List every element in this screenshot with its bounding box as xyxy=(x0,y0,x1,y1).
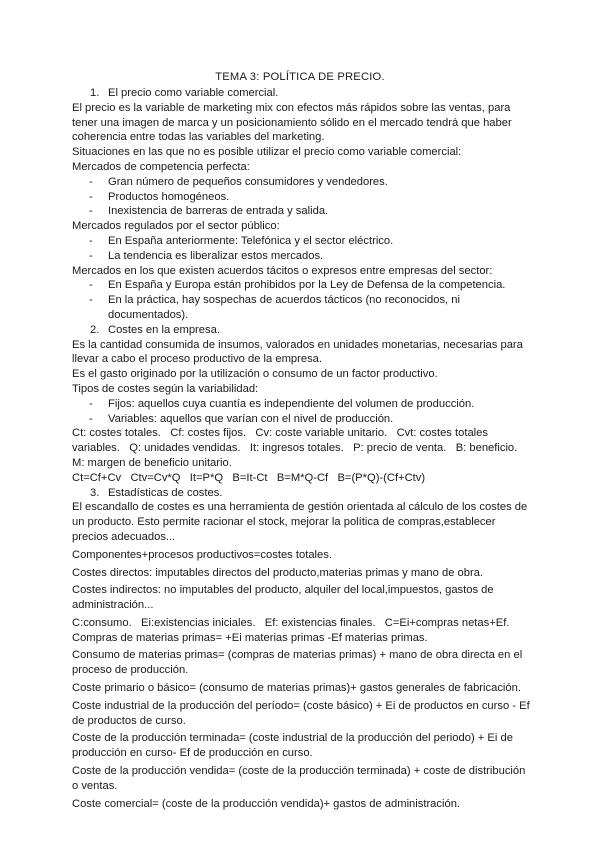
group-1-label: Mercados de competencia perfecta: xyxy=(72,160,250,173)
section-1-number: 1. xyxy=(90,87,100,99)
list-item: - En España y Europa están prohibidos por la Ley de Defensa de la competencia. xyxy=(89,279,506,292)
paragraph: Coste de la producción terminada= (coste industrial de la producción del periodo) + Ei de producción en curso- Ef de producción en curso. xyxy=(72,732,513,760)
group-3-label: Mercados en los que existen acuerdos tácitos o expresos entre empresas del sector: xyxy=(72,264,493,277)
list-item: - Inexistencia de barreras de entrada y salida. xyxy=(89,205,329,218)
section-1-intro: El precio es la variable de marketing mix con efectos más rápidos sobre las ventas, para tener una imagen de marca y un posicionamiento sólido en el mercado tendrá que haber coherencia entre todas las variables del marketing. xyxy=(72,101,512,144)
list-item: - Gran número de pequeños consumidores y vendedores. xyxy=(89,175,388,188)
dash-bullet-icon: - xyxy=(89,190,93,203)
paragraph: Componentes+procesos productivos=costes totales. xyxy=(72,548,332,561)
situaciones-label: Situaciones en las que no es posible utilizar el precio como variable comercial: xyxy=(72,146,462,159)
dash-bullet-icon: - xyxy=(89,249,93,262)
costes-legend: Ct: costes totales. Cf: costes fijos. Cv: coste variable unitario. Cvt: costes totales variables. Q: unidades vendidas. It: ingresos totales. P: precio de venta. B: beneficio. M: margen de beneficio unitario. xyxy=(72,427,527,469)
section-2-title: Costes en la empresa. xyxy=(108,323,220,336)
section-3-heading xyxy=(72,486,532,501)
section-1-heading xyxy=(72,86,532,101)
document-body xyxy=(72,86,532,811)
paragraph: Costes indirectos: no imputables del producto, alquiler del local,impuestos, gastos de administración... xyxy=(72,584,494,612)
paragraph: C:consumo. Ei:existencias iniciales. Ef: existencias finales. C=Ei+compras netas+Ef. xyxy=(72,616,510,629)
section-3-number: 3. xyxy=(90,486,100,499)
list-item: - Productos homogéneos. xyxy=(89,190,230,203)
list-item: - Variables: aquellos que varían con el nivel de producción. xyxy=(89,412,394,425)
paragraph: Compras de materias primas= +Ei materias primas -Ef materias primas. xyxy=(72,631,428,644)
list-item: - En España anteriormente: Telefónica y el sector eléctrico. xyxy=(89,234,394,247)
dash-bullet-icon: - xyxy=(89,294,93,307)
section-2-number: 2. xyxy=(90,323,100,336)
paragraph: Coste de la producción vendida= (coste de la producción terminada) + coste de distribución o ventas. xyxy=(72,765,526,792)
list-item: - La tendencia es liberalizar estos mercados. xyxy=(89,249,324,262)
list-item: - En la práctica, hay sospechas de acuerdos tácticos (no reconocidos, ni documentados). xyxy=(89,294,460,321)
paragraph: Consumo de materias primas= (compras de materias primas) + mano de obra directa en el proceso de producción. xyxy=(72,649,523,677)
paragraph: Coste primario o básico= (consumo de materias primas)+ gastos generales de fabricación. xyxy=(72,682,521,695)
dash-bullet-icon: - xyxy=(89,205,93,218)
costes-formulas: Ct=Cf+Cv Ctv=Cv*Q It=P*Q B=It-Ct B=M*Q-Cf B=(P*Q)-(Cf+Ctv) xyxy=(72,471,426,484)
document-title: TEMA 3: POLÍTICA DE PRECIO. xyxy=(215,71,385,83)
paragraph: El escandallo de costes es una herramienta de gestión orientada al cálculo de los costes de un producto. Esto permite racionar el stock, mejorar la política de compras,establecer precios adecuados... xyxy=(72,501,528,543)
tipos-costes-label: Tipos de costes según la variabilidad: xyxy=(72,382,259,395)
dash-bullet-icon: - xyxy=(89,234,93,247)
paragraph: Coste comercial= (coste de la producción vendida)+ gastos de administración. xyxy=(72,797,461,810)
section-1-title: El precio como variable comercial. xyxy=(108,87,279,99)
dash-bullet-icon: - xyxy=(89,397,93,410)
paragraph: Costes directos: imputables directos del producto,materias primas y mano de obra. xyxy=(72,566,484,579)
group-2-label: Mercados regulados por el sector público: xyxy=(72,220,280,233)
section-2-heading xyxy=(72,323,532,338)
section-3-title: Estadísticas de costes. xyxy=(108,486,223,499)
costes-definition-2: Es el gasto originado por la utilización o consumo de un factor productivo. xyxy=(72,368,438,381)
paragraph: Coste industrial de la producción del período= (coste básico) + Ei de productos en curso - Ef de productos de curso. xyxy=(72,699,530,727)
list-item: - Fijos: aquellos cuya cuantía es independiente del volumen de producción. xyxy=(89,397,475,410)
dash-bullet-icon: - xyxy=(89,175,93,188)
costes-definition-1: Es la cantidad consumida de insumos, valorados en unidades monetarias, necesarias para llevar a cabo el proceso productivo de la empresa. xyxy=(72,338,523,366)
dash-bullet-icon: - xyxy=(89,412,93,425)
dash-bullet-icon: - xyxy=(89,279,93,292)
